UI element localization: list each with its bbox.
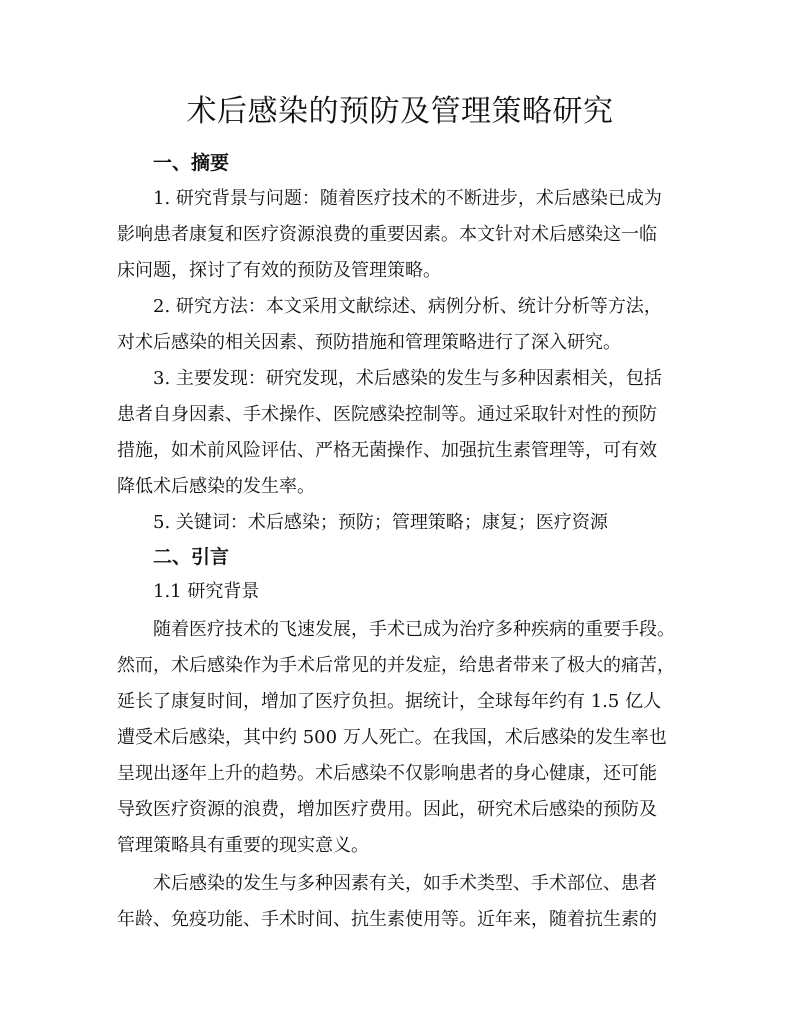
- intro-line: 遭受术后感染，其中约 500 万人死亡。在我国，术后感染的发生率也: [117, 727, 667, 748]
- abstract-line: 3. 主要发现：研究发现，术后感染的发生与多种因素相关，包括: [153, 368, 662, 389]
- abstract-line: 措施，如术前风险评估、严格无菌操作、加强抗生素管理等，可有效: [117, 440, 657, 461]
- document-title: 术后感染的预防及管理策略研究: [186, 94, 614, 129]
- intro-line: 随着医疗技术的飞速发展，手术已成为治疗多种疾病的重要手段。: [153, 619, 675, 640]
- intro-line: 呈现出逐年上升的趋势。术后感染不仅影响患者的身心健康，还可能: [117, 763, 657, 784]
- abstract-line: 患者自身因素、手术操作、医院感染控制等。通过采取针对性的预防: [117, 404, 657, 425]
- intro-line: 然而，术后感染作为手术后常见的并发症，给患者带来了极大的痛苦，: [117, 655, 675, 676]
- intro-line: 术后感染的发生与多种因素有关，如手术类型、手术部位、患者: [153, 873, 657, 894]
- intro-line: 年龄、免疫功能、手术时间、抗生素使用等。近年来，随着抗生素的: [117, 909, 657, 930]
- abstract-line: 对术后感染的相关因素、预防措施和管理策略进行了深入研究。: [117, 332, 621, 353]
- abstract-line: 降低术后感染的发生率。: [117, 476, 315, 497]
- intro-line: 延长了康复时间，增加了医疗负担。据统计，全球每年约有 1.5 亿人: [117, 691, 662, 712]
- section-heading-abstract: 一、摘要: [153, 152, 230, 174]
- intro-line: 导致医疗资源的浪费，增加医疗费用。因此，研究术后感染的预防及: [117, 799, 657, 820]
- intro-line: 管理策略具有重要的现实意义。: [117, 835, 369, 856]
- abstract-line: 影响患者康复和医疗资源浪费的重要因素。本文针对术后感染这一临: [117, 224, 657, 245]
- keywords-line: 5. 关键词：术后感染；预防；管理策略；康复；医疗资源: [153, 512, 608, 533]
- abstract-line: 2. 研究方法：本文采用文献综述、病例分析、统计分析等方法，: [153, 296, 662, 317]
- abstract-line: 1. 研究背景与问题：随着医疗技术的不断进步，术后感染已成为: [153, 188, 662, 209]
- section-heading-introduction: 二、引言: [153, 546, 230, 568]
- abstract-line: 床问题，探讨了有效的预防及管理策略。: [117, 260, 441, 281]
- subsection-heading: 1.1 研究背景: [153, 581, 260, 602]
